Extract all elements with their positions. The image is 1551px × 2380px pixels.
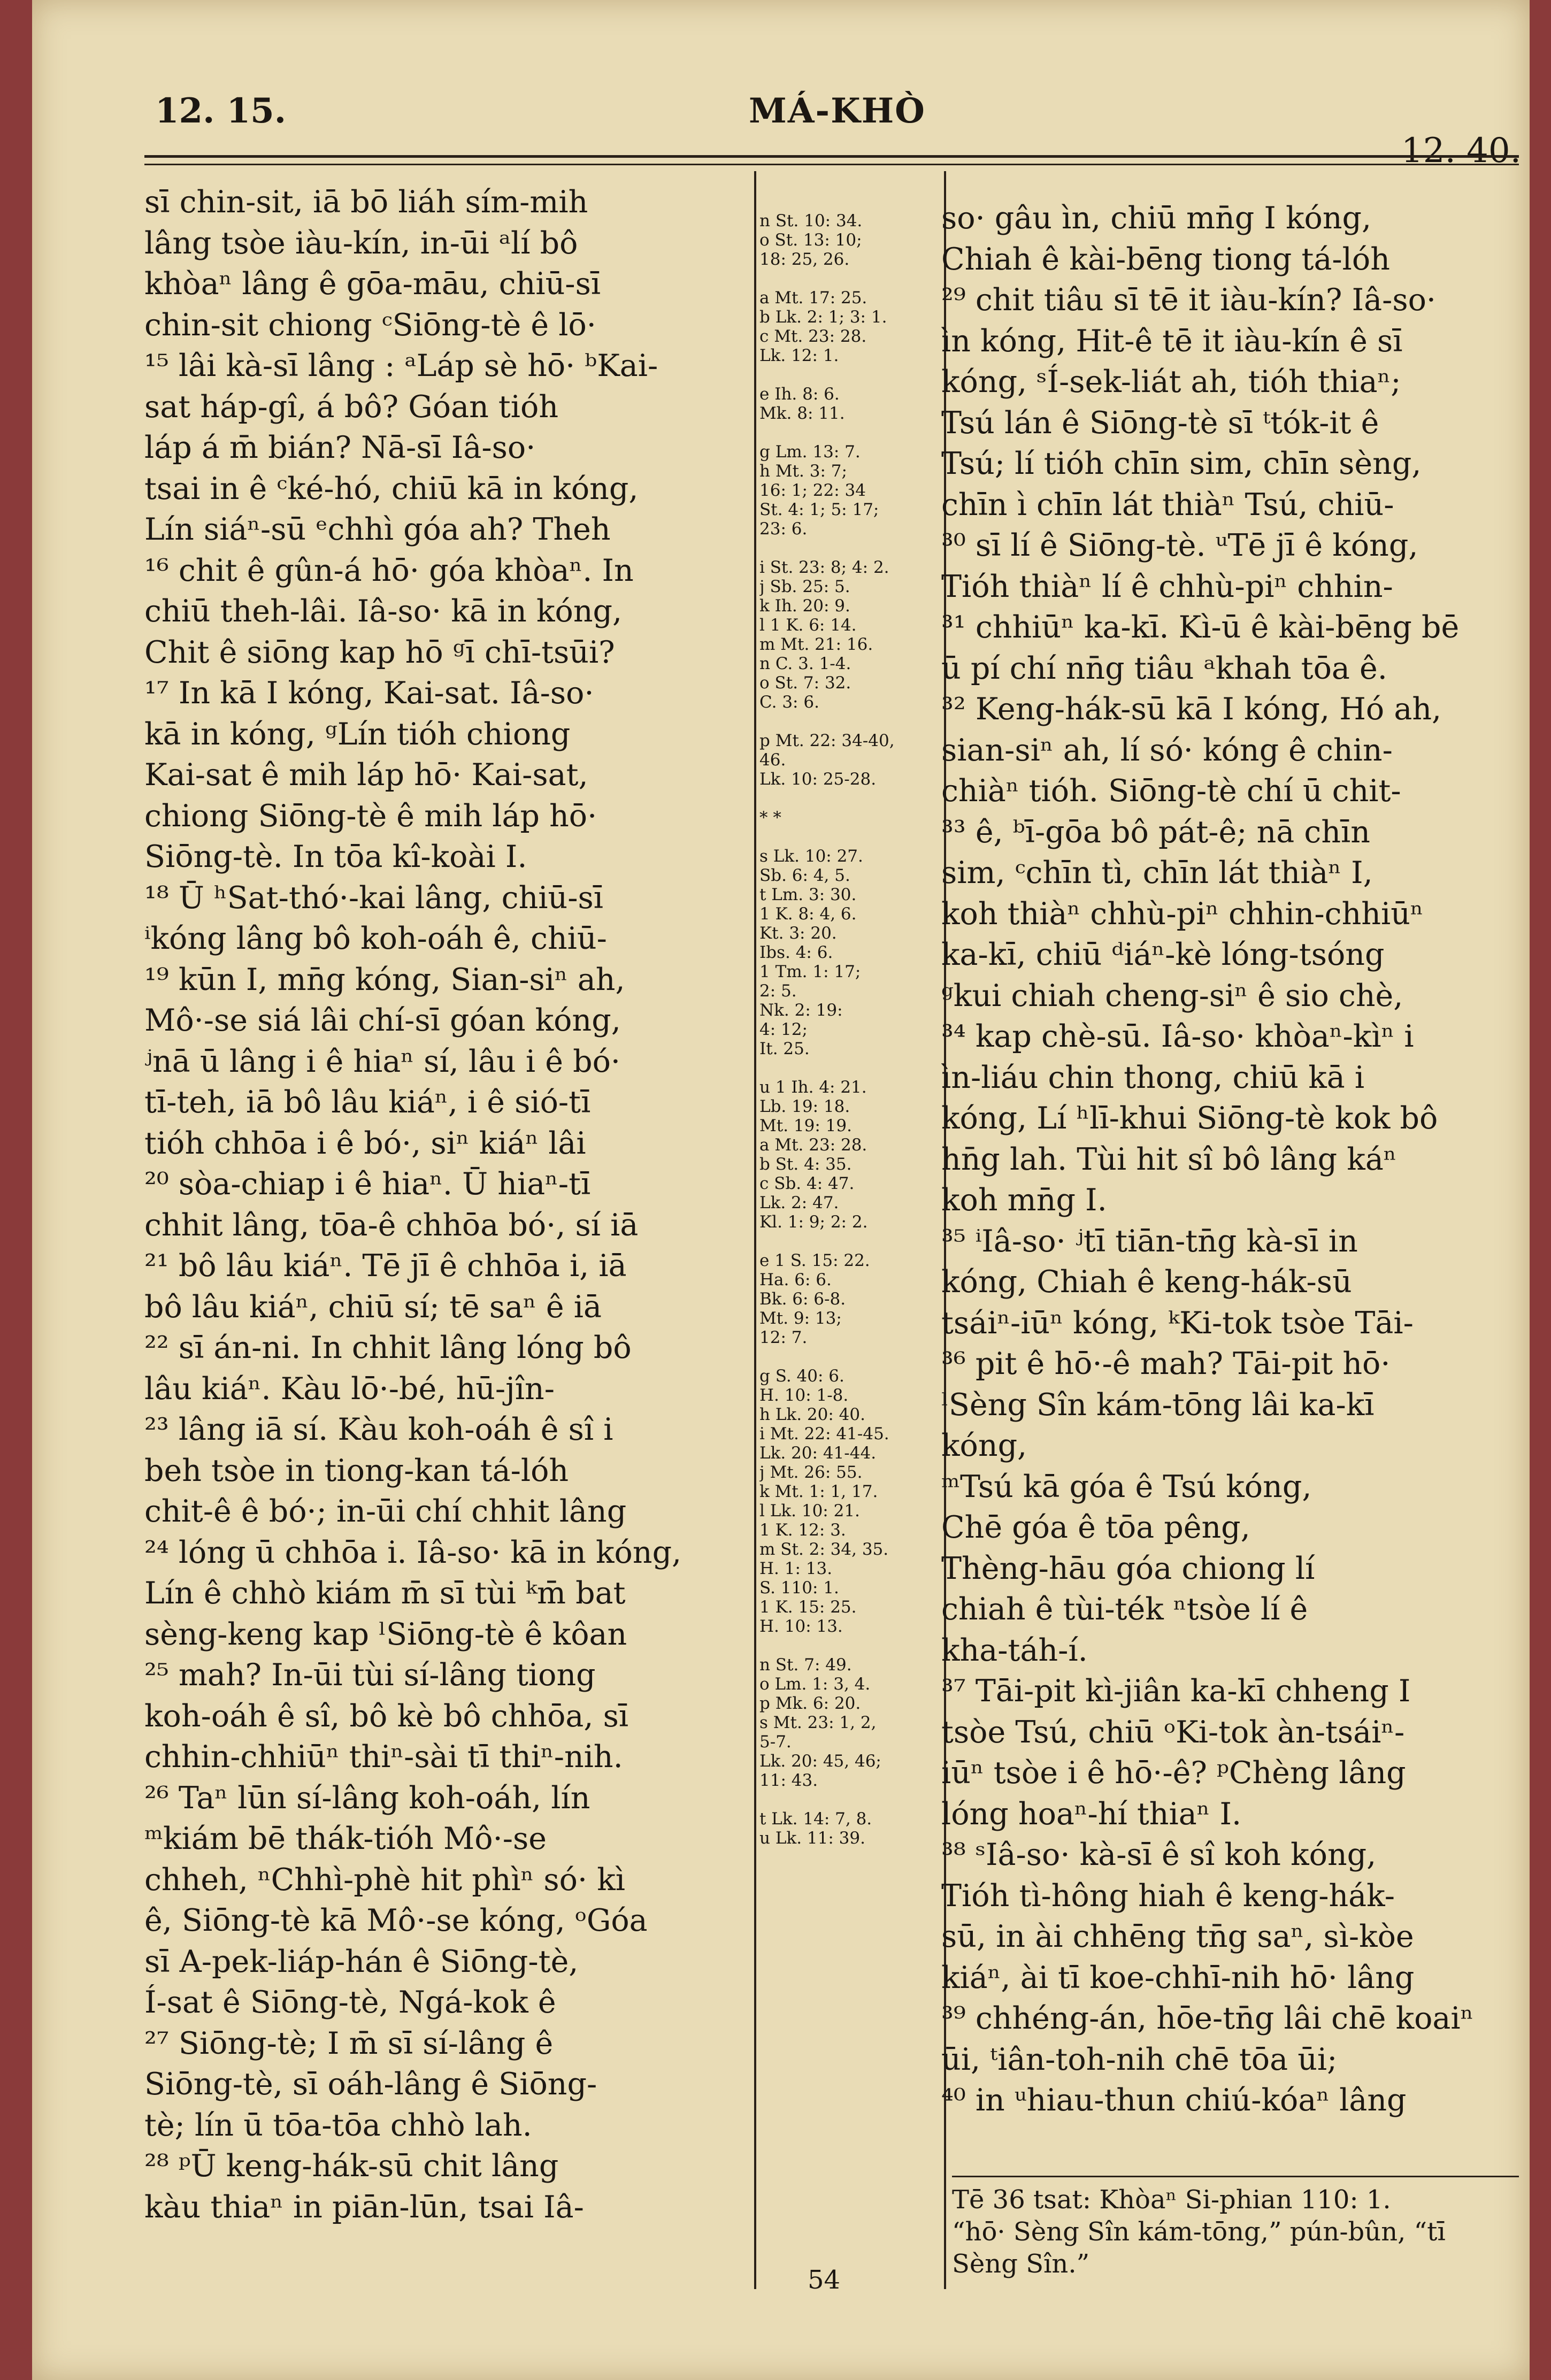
reference-line: e 1 S. 15: 22. bbox=[759, 1251, 870, 1270]
reference-line: o Lm. 1: 3, 4. bbox=[759, 1675, 871, 1694]
reference-line: Lk. 12: 1. bbox=[759, 346, 839, 365]
reference-line: 18: 25, 26. bbox=[759, 250, 850, 269]
reference-line: Lb. 19: 18. bbox=[759, 1097, 850, 1116]
verse-line: ⁱkóng lâng bô koh-oáh ê, chiū- bbox=[144, 921, 607, 956]
verse-line: kā in kóng, ᵍLín tióh chiong bbox=[144, 716, 571, 752]
reference-line: 2: 5. bbox=[759, 981, 797, 1001]
verse-line: Siōng-tè. In tōa kî-koài I. bbox=[144, 839, 527, 874]
reference-line: k Ih. 20: 9. bbox=[759, 596, 850, 616]
footnote-line: Sèng Sîn.” bbox=[952, 2249, 1090, 2279]
verse-line: hn̄g lah. Tùi hit sî bô lâng káⁿ bbox=[941, 1141, 1397, 1177]
reference-line bbox=[759, 423, 936, 442]
reference-line: t Lm. 3: 30. bbox=[759, 885, 857, 904]
reference-line: S. 110: 1. bbox=[759, 1578, 839, 1598]
verse-line: ³⁰ sī lí ê Siōng-tè. ᵘTē jī ê kóng, bbox=[941, 528, 1418, 563]
verse-line: ³⁸ ˢIâ-so· kà-sī ê sî koh kóng, bbox=[941, 1837, 1377, 1872]
reference-line: 11: 43. bbox=[759, 1771, 818, 1790]
verse-line: chiah ê tùi-ték ⁿtsòe lí ê bbox=[941, 1592, 1308, 1627]
verse-line: Tsú lán ê Siōng-tè sī ᵗtók-it ê bbox=[941, 405, 1379, 441]
left-text-column bbox=[144, 182, 749, 2228]
verse-line: chhin-chhiūⁿ thiⁿ-sài tī thiⁿ-nih. bbox=[144, 1739, 623, 1775]
reference-line: k Mt. 1: 1, 17. bbox=[759, 1482, 878, 1501]
reference-line: c Sb. 4: 47. bbox=[759, 1174, 855, 1193]
reference-line: St. 4: 1; 5: 17; bbox=[759, 500, 879, 519]
reference-line: o St. 13: 10; bbox=[759, 231, 862, 250]
verse-line: Chit ê siōng kap hō ᵍī chī-tsūi? bbox=[144, 634, 615, 670]
verse-line: ¹⁹ kūn I, mn̄g kóng, Sian-siⁿ ah, bbox=[144, 962, 625, 997]
reference-line: e Ih. 8: 6. bbox=[759, 385, 840, 404]
verse-line: ³⁹ chhéng-án, hōe-tn̄g lâi chē koaiⁿ bbox=[941, 2001, 1474, 2036]
verse-line: ka-kī, chiū ᵈiáⁿ-kè lóng-tsóng bbox=[941, 937, 1385, 972]
reference-line: Sb. 6: 4, 5. bbox=[759, 866, 850, 885]
verse-line: tè; lín ū tōa-tōa chhò lah. bbox=[144, 2107, 532, 2143]
reference-line: Lk. 10: 25-28. bbox=[759, 770, 877, 789]
reference-line bbox=[759, 1347, 936, 1366]
right-text-column bbox=[941, 198, 1530, 2121]
verse-line: koh thiàⁿ chhù-piⁿ chhin-chhiūⁿ bbox=[941, 896, 1424, 932]
header-book-title: MÁ-KHÒ bbox=[749, 91, 926, 131]
verse-line: ²⁹ chit tiâu sī tē it iàu-kín? Iâ-so· bbox=[941, 282, 1437, 318]
reference-line bbox=[759, 365, 936, 385]
verse-line: ²⁸ ᵖŪ keng-hák-sū chit lâng bbox=[144, 2148, 559, 2184]
verse-line: ²⁶ Taⁿ lūn sí-lâng koh-oáh, lín bbox=[144, 1780, 590, 1816]
verse-line: ³⁶ pit ê hō·-ê mah? Tāi-pit hō· bbox=[941, 1346, 1391, 1381]
verse-line: ²⁷ Siōng-tè; I m̄ sī sí-lâng ê bbox=[144, 2025, 554, 2061]
reference-line: m St. 2: 34, 35. bbox=[759, 1540, 889, 1559]
verse-line: ᵐTsú kā góa ê Tsú kóng, bbox=[941, 1469, 1312, 1504]
verse-line: lâng tsòe iàu-kín, in-ūi ᵃlí bô bbox=[144, 225, 578, 261]
reference-line: h Lk. 20: 40. bbox=[759, 1405, 865, 1424]
reference-line: m Mt. 21: 16. bbox=[759, 635, 873, 654]
verse-line: kóng, Lí ʰlī-khui Siōng-tè kok bô bbox=[941, 1101, 1438, 1136]
reference-line: H. 1: 13. bbox=[759, 1559, 833, 1578]
reference-line: j Mt. 26: 55. bbox=[759, 1463, 863, 1482]
reference-line: 4: 12; bbox=[759, 1020, 808, 1039]
reference-line: H. 10: 13. bbox=[759, 1617, 843, 1636]
verse-line: kóng, ˢÍ-sek-liát ah, tióh thiaⁿ; bbox=[941, 364, 1401, 400]
reference-line: u 1 Ih. 4: 21. bbox=[759, 1078, 867, 1097]
verse-line: kha-táh-í. bbox=[941, 1632, 1088, 1668]
verse-line: chīn ì chīn lát thiàⁿ Tsú, chiū- bbox=[941, 487, 1394, 523]
cross-references-column bbox=[759, 211, 936, 1848]
verse-line: sū, in ài chhēng tn̄g saⁿ, sì-kòe bbox=[941, 1919, 1414, 1954]
verse-line: chiong Siōng-tè ê mih láp hō· bbox=[144, 798, 597, 834]
reference-line: s Lk. 10: 27. bbox=[759, 847, 863, 866]
reference-line: n St. 7: 49. bbox=[759, 1655, 852, 1675]
verse-line: ¹⁷ In kā I kóng, Kai-sat. Iâ-so· bbox=[144, 675, 594, 711]
verse-line: chheh, ⁿChhì-phè hit phìⁿ só· kì bbox=[144, 1862, 626, 1898]
header-rule-thin bbox=[144, 164, 1519, 165]
reference-line: u Lk. 11: 39. bbox=[759, 1829, 865, 1848]
bible-page bbox=[32, 0, 1530, 2380]
verse-line: ³³ ê, ᵇī-gōa bô pát-ê; nā chīn bbox=[941, 814, 1370, 850]
verse-line: so· gâu ìn, chiū mn̄g I kóng, bbox=[941, 201, 1372, 236]
reference-line: i St. 23: 8; 4: 2. bbox=[759, 558, 889, 577]
reference-line: l 1 K. 6: 14. bbox=[759, 616, 857, 635]
verse-line: ê, Siōng-tè kā Mô·-se kóng, ᵒGóa bbox=[144, 1903, 648, 1938]
verse-line: ²⁰ sòa-chiap i ê hiaⁿ. Ū hiaⁿ-tī bbox=[144, 1166, 591, 1202]
verse-line: Lín ê chhò kiám m̄ sī tùi ᵏm̄ bat bbox=[144, 1576, 626, 1611]
verse-line: tsai in ê ᶜké-hó, chiū kā in kóng, bbox=[144, 471, 639, 506]
verse-line: tsòe Tsú, chiū ᵒKi-tok àn-tsáiⁿ- bbox=[941, 1714, 1405, 1750]
verse-line: ²³ lâng iā sí. Kàu koh-oáh ê sî i bbox=[144, 1412, 613, 1447]
verse-line: chit-ê ê bó·; in-ūi chí chhit lâng bbox=[144, 1494, 627, 1529]
reference-line: j Sb. 25: 5. bbox=[759, 577, 850, 596]
verse-line: ²⁴ lóng ū chhōa i. Iâ-so· kā in kóng, bbox=[144, 1534, 682, 1570]
reference-line: Mt. 19: 19. bbox=[759, 1116, 852, 1135]
verse-line: ūi, ᵗiân-toh-nih chē tōa ūi; bbox=[941, 2041, 1338, 2077]
reference-line: a Mt. 23: 28. bbox=[759, 1135, 867, 1155]
verse-line: ²⁵ mah? In-ūi tùi sí-lâng tiong bbox=[144, 1657, 596, 1693]
verse-line: láp á m̄ bián? Nā-sī Iâ-so· bbox=[144, 430, 536, 465]
verse-line: Lín siáⁿ-sū ᵉchhì góa ah? Theh bbox=[144, 512, 611, 547]
verse-line: lâu kiáⁿ. Kàu lō·-bé, hū-jîn- bbox=[144, 1371, 555, 1407]
reference-line bbox=[759, 269, 936, 288]
reference-line: t Lk. 14: 7, 8. bbox=[759, 1809, 872, 1829]
verse-line: chiàⁿ tióh. Siōng-tè chí ū chit- bbox=[941, 773, 1401, 809]
verse-line: ²¹ bô lâu kiáⁿ. Tē jī ê chhōa i, iā bbox=[144, 1248, 627, 1284]
reference-line bbox=[759, 789, 936, 808]
footnote bbox=[952, 2176, 1519, 2280]
reference-line: Lk. 20: 45, 46; bbox=[759, 1752, 881, 1771]
header-chapter-start: 12. 15. bbox=[155, 91, 286, 131]
verse-line: tsáiⁿ-iūⁿ kóng, ᵏKi-tok tsòe Tāi- bbox=[941, 1305, 1414, 1341]
verse-line: Thèng-hāu góa chiong lí bbox=[941, 1550, 1315, 1586]
verse-line: Mô·-se siá lâi chí-sī góan kóng, bbox=[144, 1003, 621, 1038]
reference-line: 1 K. 12: 3. bbox=[759, 1521, 846, 1540]
reference-line: Mt. 9: 13; bbox=[759, 1309, 842, 1328]
verse-line: sim, ᶜchīn tì, chīn lát thiàⁿ I, bbox=[941, 855, 1373, 890]
reference-line bbox=[759, 827, 936, 847]
verse-line: bô lâu kiáⁿ, chiū sí; tē saⁿ ê iā bbox=[144, 1289, 602, 1325]
verse-line: kàu thiaⁿ in piān-lūn, tsai Iâ- bbox=[144, 2189, 584, 2225]
reference-line: n St. 10: 34. bbox=[759, 211, 863, 231]
verse-line: kiáⁿ, ài tī koe-chhī-nih hō· lâng bbox=[941, 1960, 1415, 1995]
verse-line: sian-siⁿ ah, lí só· kóng ê chin- bbox=[941, 732, 1393, 768]
verse-line: ¹⁸ Ū ʰSat-thó·-kai lâng, chiū-sī bbox=[144, 880, 603, 916]
verse-line: ˡSèng Sîn kám-tōng lâi ka-kī bbox=[941, 1387, 1375, 1423]
reference-line: Nk. 2: 19: bbox=[759, 1001, 843, 1020]
reference-line: s Mt. 23: 1, 2, bbox=[759, 1713, 877, 1732]
reference-line: 5-7. bbox=[759, 1732, 792, 1752]
reference-line: Mk. 8: 11. bbox=[759, 404, 845, 423]
reference-line: n C. 3. 1-4. bbox=[759, 654, 851, 673]
verse-line: ³⁵ ⁱIâ-so· ʲtī tiān-tn̄g kà-sī in bbox=[941, 1223, 1358, 1259]
reference-line: Kt. 3: 20. bbox=[759, 924, 837, 943]
reference-line: Ha. 6: 6. bbox=[759, 1270, 832, 1289]
verse-line: sèng-keng kap ˡSiōng-tè ê kôan bbox=[144, 1616, 627, 1652]
reference-line: h Mt. 3: 7; bbox=[759, 462, 847, 481]
reference-line: 1 K. 8: 4, 6. bbox=[759, 904, 857, 924]
verse-line: Í-sat ê Siōng-tè, Ngá-kok ê bbox=[144, 1985, 556, 2020]
reference-line: c Mt. 23: 28. bbox=[759, 327, 867, 346]
footnote-line: Tē 36 tsat: Khòaⁿ Si-phian 110: 1. bbox=[952, 2185, 1391, 2215]
verse-line: ìn kóng, Hit-ê tē it iàu-kín ê sī bbox=[941, 323, 1403, 359]
reference-line: g S. 40: 6. bbox=[759, 1366, 844, 1386]
reference-line: It. 25. bbox=[759, 1039, 810, 1058]
reference-line bbox=[759, 1636, 936, 1655]
reference-line: 12: 7. bbox=[759, 1328, 808, 1347]
verse-line: ¹⁵ lâi kà-sī lâng : ᵃLáp sè hō· ᵇKai- bbox=[144, 348, 658, 383]
verse-line: ¹⁶ chit ê gûn-á hō· góa khòaⁿ. In bbox=[144, 552, 634, 588]
verse-line: chhit lâng, tōa-ê chhōa bó·, sí iā bbox=[144, 1207, 639, 1243]
reference-line: Lk. 20: 41-44. bbox=[759, 1444, 877, 1463]
verse-line: ⁴⁰ in ᵘhiau-thun chiú-kóaⁿ lâng bbox=[941, 2083, 1407, 2118]
verse-line: koh-oáh ê sî, bô kè bô chhōa, sī bbox=[144, 1698, 629, 1734]
reference-line: g Lm. 13: 7. bbox=[759, 442, 861, 462]
verse-line: koh mn̄g I. bbox=[941, 1183, 1107, 1218]
reference-line bbox=[759, 1058, 936, 1078]
page-number: 54 bbox=[808, 2265, 841, 2295]
reference-line bbox=[759, 712, 936, 731]
reference-line bbox=[759, 539, 936, 558]
verse-line: ³¹ chhiūⁿ ka-kī. Kì-ū ê kài-bēng bē bbox=[941, 610, 1460, 645]
header-chapter-end: 12. 40. bbox=[1401, 131, 1521, 171]
reference-line: 16: 1; 22: 34 bbox=[759, 481, 866, 500]
verse-line: chiū theh-lâi. Iâ-so· kā in kóng, bbox=[144, 594, 623, 629]
reference-line bbox=[759, 1232, 936, 1251]
verse-line: Chē góa ê tōa pêng, bbox=[941, 1510, 1250, 1545]
verse-line: ³² Keng-hák-sū kā I kóng, Hó ah, bbox=[941, 692, 1442, 727]
reference-line: p Mt. 22: 34-40, bbox=[759, 731, 895, 750]
verse-line: kóng, Chiah ê keng-hák-sū bbox=[941, 1264, 1352, 1300]
reference-line: o St. 7: 32. bbox=[759, 673, 851, 693]
verse-line: ²² sī án-ni. In chhit lâng lóng bô bbox=[144, 1330, 632, 1365]
footnote-line: “hō· Sèng Sîn kám-tōng,” pún-bûn, “tī bbox=[952, 2217, 1446, 2247]
reference-line: Lk. 2: 47. bbox=[759, 1193, 839, 1212]
reference-line: C. 3: 6. bbox=[759, 693, 819, 712]
reference-line: l Lk. 10: 21. bbox=[759, 1501, 860, 1521]
reference-line: b St. 4: 35. bbox=[759, 1155, 852, 1174]
verse-line: tī-teh, iā bô lâu kiáⁿ, i ê sió-tī bbox=[144, 1085, 591, 1120]
verse-line: iūⁿ tsòe i ê hō·-ê? ᵖChèng lâng bbox=[941, 1755, 1406, 1791]
reference-line: p Mk. 6: 20. bbox=[759, 1694, 861, 1713]
left-column-divider bbox=[754, 171, 756, 2289]
reference-line: H. 10: 1-8. bbox=[759, 1386, 849, 1405]
reference-line bbox=[759, 1790, 936, 1809]
verse-line: ³⁷ Tāi-pit kì-jiân ka-kī chheng I bbox=[941, 1673, 1411, 1709]
verse-line: ʲnā ū lâng i ê hiaⁿ sí, lâu i ê bó· bbox=[144, 1043, 621, 1079]
verse-line: beh tsòe in tiong-kan tá-lóh bbox=[144, 1453, 569, 1488]
verse-line: ū pí chí nn̄g tiâu ᵃkhah tōa ê. bbox=[941, 650, 1387, 686]
verse-line: Tióh thiàⁿ lí ê chhù-piⁿ chhin- bbox=[941, 569, 1393, 604]
verse-line: chin-sit chiong ᶜSiōng-tè ê lō· bbox=[144, 307, 596, 343]
verse-line: khòaⁿ lâng ê gōa-māu, chiū-sī bbox=[144, 266, 601, 302]
verse-line: ᵐkiám bē thák-tióh Mô·-se bbox=[144, 1821, 547, 1856]
reference-line: Ibs. 4: 6. bbox=[759, 943, 833, 962]
verse-line: ³⁴ kap chè-sū. Iâ-so· khòaⁿ-kìⁿ i bbox=[941, 1019, 1414, 1054]
reference-line: Kl. 1: 9; 2: 2. bbox=[759, 1212, 868, 1232]
reference-line: Bk. 6: 6-8. bbox=[759, 1289, 846, 1309]
reference-line: b Lk. 2: 1; 3: 1. bbox=[759, 308, 887, 327]
reference-line: i Mt. 22: 41-45. bbox=[759, 1424, 889, 1444]
reference-line: 1 K. 15: 25. bbox=[759, 1598, 857, 1617]
verse-line: Siōng-tè, sī oáh-lâng ê Siōng- bbox=[144, 2067, 597, 2102]
verse-line: sī A-pek-liáp-hán ê Siōng-tè, bbox=[144, 1944, 579, 1979]
verse-line: lóng hoaⁿ-hí thiaⁿ I. bbox=[941, 1796, 1242, 1832]
reference-line: * * bbox=[759, 808, 781, 827]
reference-line: 1 Tm. 1: 17; bbox=[759, 962, 861, 981]
verse-line: kóng, bbox=[941, 1428, 1027, 1463]
verse-line: Tsú; lí tióh chīn sim, chīn sèng, bbox=[941, 446, 1422, 481]
header-rule bbox=[144, 155, 1519, 158]
verse-line: Kai-sat ê mih láp hō· Kai-sat, bbox=[144, 757, 588, 793]
verse-line: Chiah ê kài-bēng tiong tá-lóh bbox=[941, 241, 1390, 277]
verse-line: sat háp-gî, á bô? Góan tióh bbox=[144, 389, 559, 425]
verse-line: ᵍkui chiah cheng-siⁿ ê sio chè, bbox=[941, 978, 1403, 1014]
verse-line: tióh chhōa i ê bó·, siⁿ kiáⁿ lâi bbox=[144, 1125, 586, 1161]
reference-line: 23: 6. bbox=[759, 519, 808, 539]
verse-line: sī chin-sit, iā bō liáh sím-mih bbox=[144, 185, 588, 220]
verse-line: Tióh tì-hông hiah ê keng-hák- bbox=[941, 1878, 1395, 1914]
reference-line: a Mt. 17: 25. bbox=[759, 288, 867, 308]
verse-line: ìn-liáu chin thong, chiū kā i bbox=[941, 1060, 1365, 1095]
reference-line: 46. bbox=[759, 750, 786, 770]
